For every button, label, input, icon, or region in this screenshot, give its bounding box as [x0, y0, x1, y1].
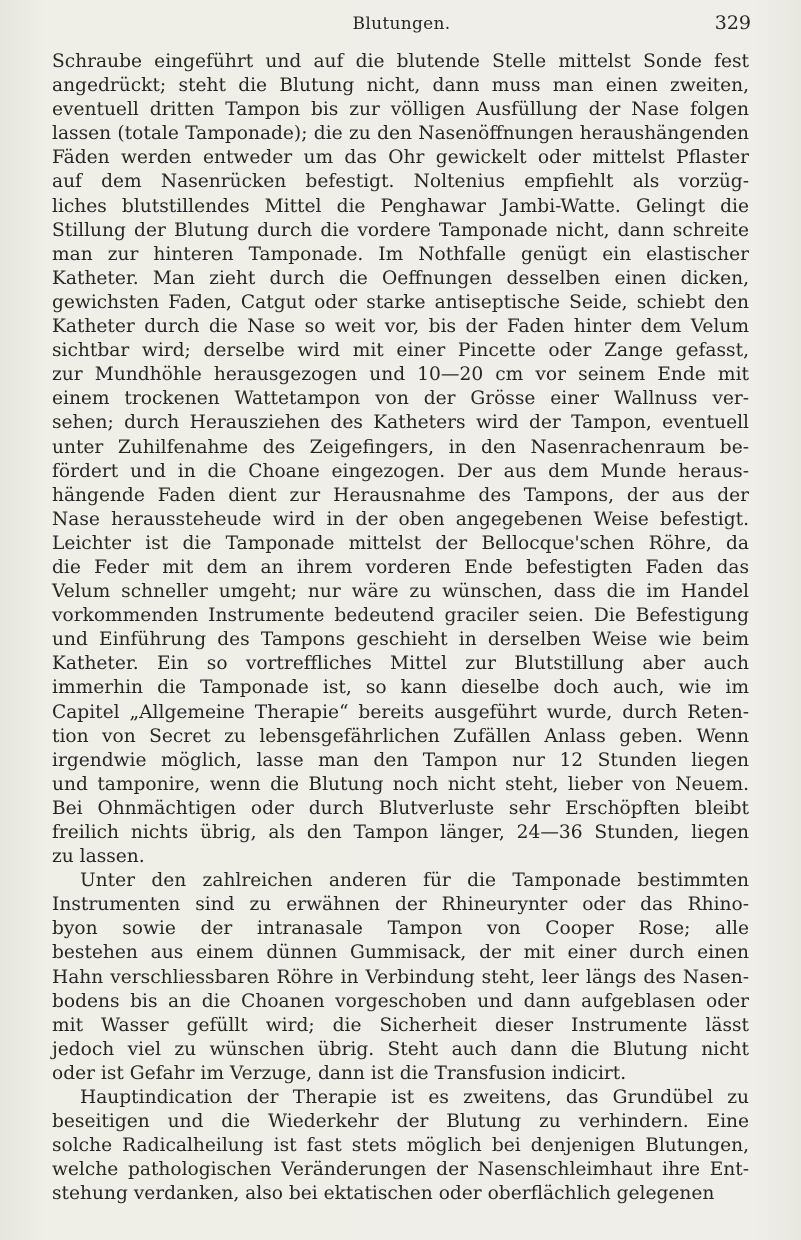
- text-line: zur Mundhöhle herausgezogen und 10—20 cm vor seinem Ende mit: [52, 364, 749, 386]
- text-line: jedoch viel zu wünschen übrig. Steht auch dann die Blutung nicht: [52, 1038, 749, 1060]
- text-line: Schraube eingeführt und auf die blutende Stelle mittelst Sonde fest: [52, 51, 749, 72]
- text-line: byon sowie der intranasale Tampon von Cooper Rose; alle: [52, 918, 749, 940]
- text-line: einem trockenen Wattetampon von der Grösse einer Wallnuss ver-: [52, 388, 749, 410]
- text-line: Nase heraussteheude wird in der oben angegebenen Weise befestigt.: [52, 508, 749, 530]
- text-line: man zur hinteren Tamponade. Im Nothfalle genügt ein elastischer: [52, 243, 749, 265]
- text-line: Capitel „Allgemeine Therapie“ bereits ausgeführt wurde, durch Reten-: [52, 701, 749, 723]
- page-number: 329: [714, 12, 751, 34]
- text-line: stehung verdanken, also bei ektatischen oder oberflächlich gelegenen: [52, 1183, 715, 1205]
- text-line: Katheter. Man zieht durch die Oeffnungen desselben einen dicken,: [52, 267, 749, 289]
- text-line: und Einführung des Tampons geschieht in derselben Weise wie beim: [52, 629, 749, 651]
- text-line: Instrumenten sind zu erwähnen der Rhineurynter oder das Rhino-: [52, 894, 749, 916]
- text-line: eventuell dritten Tampon bis zur völligen Ausfüllung der Nase folgen: [52, 99, 749, 121]
- text-line: Leichter ist die Tamponade mittelst der Bellocque'schen Röhre, da: [52, 532, 749, 554]
- text-line: sehen; durch Herausziehen des Katheters wird der Tampon, eventuell: [52, 412, 749, 434]
- text-line: welche pathologischen Veränderungen der Nasenschleimhaut ihre Ent-: [52, 1159, 749, 1181]
- text-line: die Feder mit dem an ihrem vorderen Ende befestigten Faden das: [52, 556, 749, 578]
- text-line: mit Wasser gefüllt wird; die Sicherheit dieser Instrumente lässt: [52, 1014, 749, 1036]
- text-line: bestehen aus einem dünnen Gummisack, der mit einer durch einen: [52, 942, 749, 964]
- text-line: beseitigen und die Wiederkehr der Blutung zu verhindern. Eine: [52, 1111, 749, 1133]
- text-line: fördert und in die Choane eingezogen. Der aus dem Munde heraus-: [52, 460, 749, 482]
- text-line: Stillung der Blutung durch die vordere Tamponade nicht, dann schreite: [52, 219, 749, 241]
- text-line: Hahn verschliessbaren Röhre in Verbindung steht, leer längs des Nasen-: [52, 966, 749, 988]
- text-line: freilich nichts übrig, als den Tampon länger, 24—36 Stunden, liegen: [52, 822, 749, 843]
- text-line: Hauptindication der Therapie ist es zweitens, das Grundübel zu: [80, 1087, 749, 1109]
- text-line: vorkommenden Instrumente bedeutend graciler seien. Die Befestigung: [52, 605, 749, 627]
- text-line: unter Zuhilfenahme des Zeigefingers, in den Nasenrachenraum be-: [52, 436, 749, 458]
- text-line: oder ist Gefahr im Verzuge, dann ist die Transfusion indicirt.: [52, 1062, 627, 1084]
- text-line: Katheter durch die Nase so weit vor, bis der Faden hinter dem Velum: [52, 316, 749, 338]
- text-line: irgendwie möglich, lasse man den Tampon nur 12 Stunden liegen: [52, 749, 749, 771]
- text-line: Bei Ohnmächtigen oder durch Blutverluste sehr Erschöpften bleibt: [52, 797, 749, 819]
- text-line: Katheter. Ein so vortreffliches Mittel zur Blutstillung aber auch: [52, 653, 749, 675]
- running-title: Blutungen.: [352, 14, 451, 34]
- text-line: Unter den zahlreichen anderen für die Tamponade bestimmten: [80, 870, 749, 892]
- text-line: bodens bis an die Choanen vorgeschoben und dann aufgeblasen oder: [52, 990, 749, 1012]
- text-line: sichtbar wird; derselbe wird mit einer Pincette oder Zange gefasst,: [52, 340, 749, 362]
- text-line: auf dem Nasenrücken befestigt. Noltenius empfiehlt als vorzüg-: [52, 171, 749, 193]
- text-line: tion von Secret zu lebensgefährlichen Zufällen Anlass geben. Wenn: [52, 725, 749, 747]
- text-line: Velum schneller umgeht; nur wäre zu wünschen, dass die im Handel: [52, 581, 749, 603]
- text-line: und tamponire, wenn die Blutung noch nicht steht, lieber von Neuem.: [52, 773, 749, 795]
- text-line: hängende Faden dient zur Herausnahme des Tampons, der aus der: [52, 484, 749, 506]
- text-line: lassen (totale Tamponade); die zu den Nasenöffnungen heraushängenden: [52, 123, 749, 145]
- text-line: angedrückt; steht die Blutung nicht, dann muss man einen zweiten,: [52, 75, 749, 97]
- text-line: gewichsten Faden, Catgut oder starke antiseptische Seide, schiebt den: [52, 291, 749, 313]
- text-line: solche Radicalheilung ist fast stets möglich bei denjenigen Blutungen,: [52, 1135, 749, 1157]
- text-line: immerhin die Tamponade ist, so kann dieselbe doch auch, wie im: [52, 677, 749, 699]
- page-header: [52, 8, 751, 38]
- body-text: [52, 50, 749, 1207]
- text-line: zu lassen.: [52, 846, 145, 868]
- text-line: liches blutstillendes Mittel die Penghawar Jambi-Watte. Gelingt die: [52, 195, 749, 217]
- text-line: Fäden werden entweder um das Ohr gewickelt oder mittelst Pflaster: [52, 147, 749, 169]
